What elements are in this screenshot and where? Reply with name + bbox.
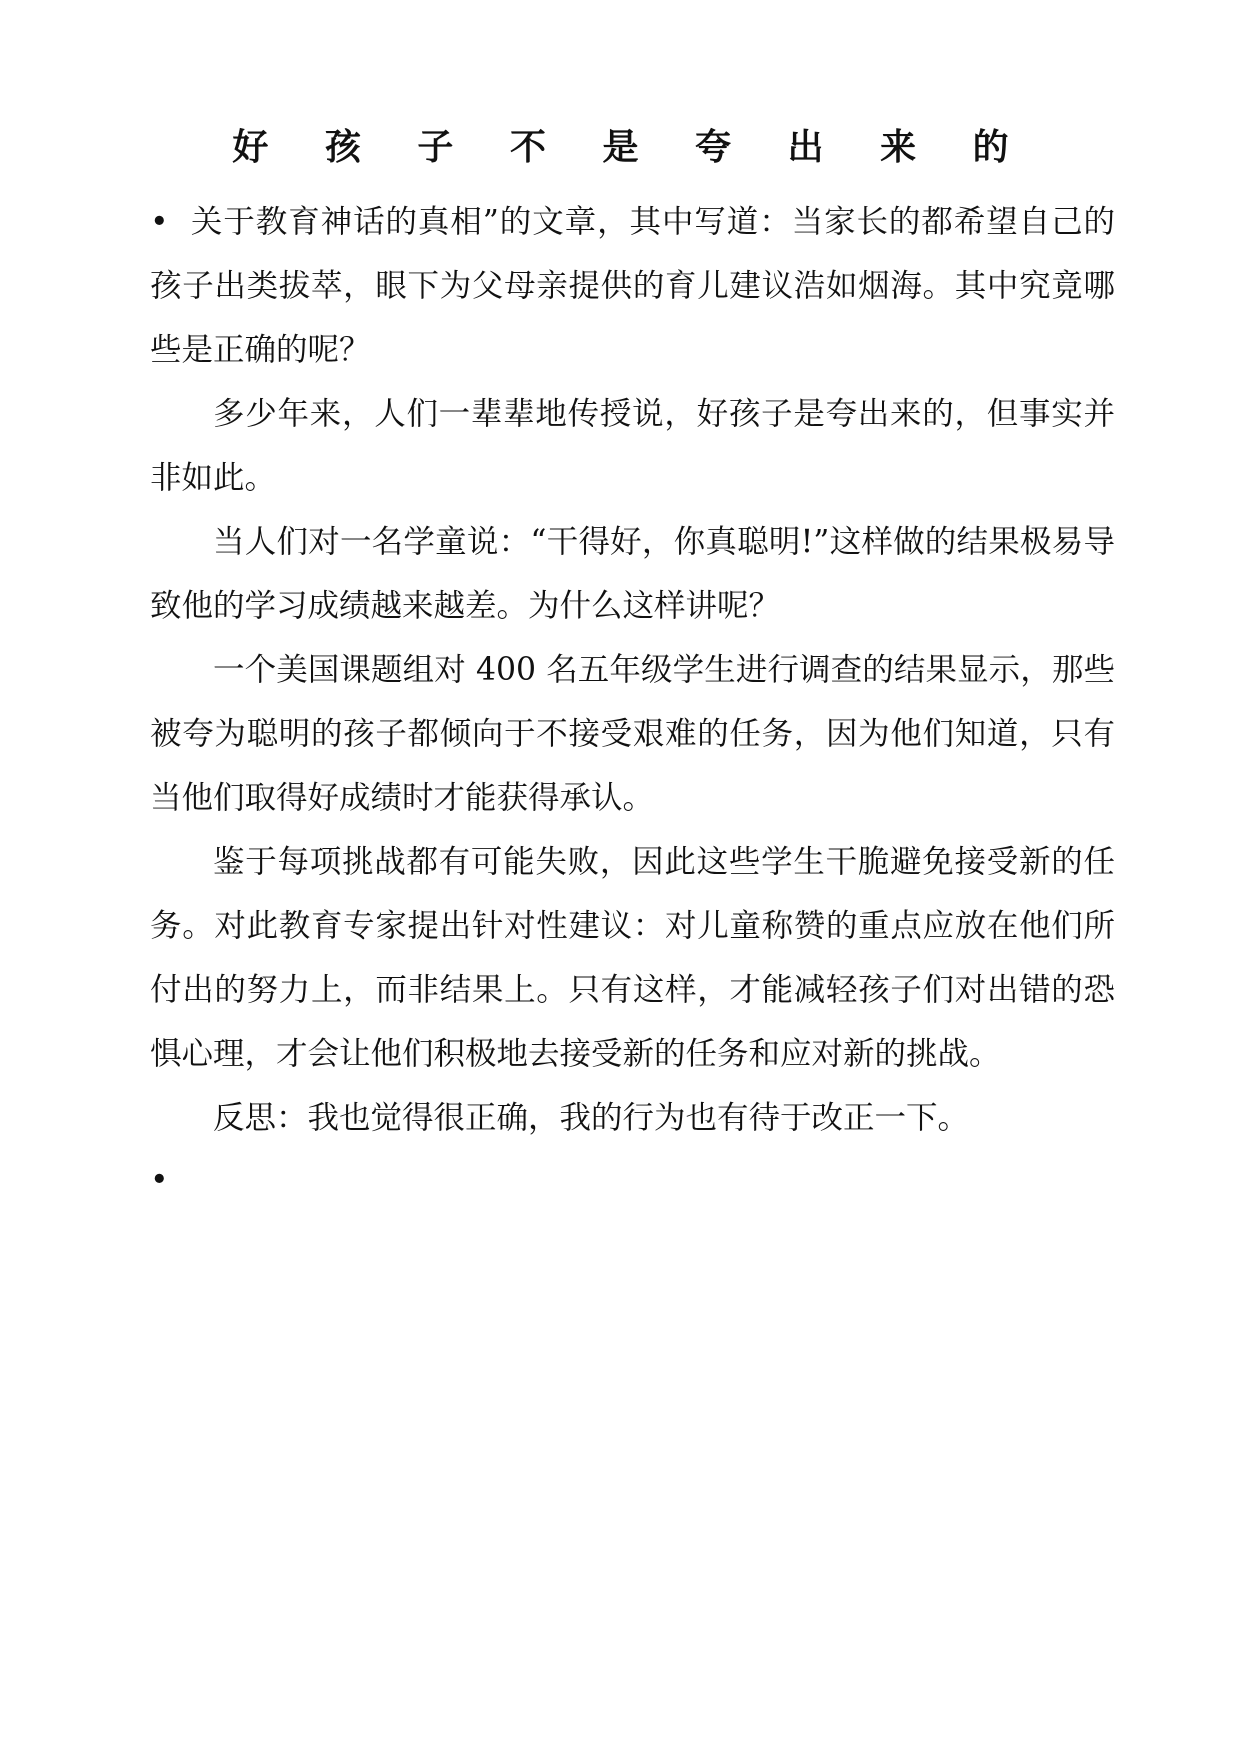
paragraph-reflection: 反思：我也觉得很正确，我的行为也有待于改正一下。 bbox=[213, 1100, 970, 1136]
paragraph-2: 多少年来，人们一辈辈地传授说，好孩子是夸出来的，但事实并非如此。 bbox=[150, 396, 1115, 496]
paragraph-text: 关于教育神话的真相”的文章，其中写道：当家长的都希望自己的孩子出类拔萃，眼下为父母亲提供的育儿建议浩如烟海。其中究竟哪些是正确的呢？ bbox=[150, 204, 1115, 368]
document-title: 好 孩 子 不 是 夸 出 来 的 bbox=[232, 127, 1031, 168]
trailing-bullet-icon: • bbox=[150, 1162, 169, 1198]
document-body bbox=[150, 190, 1115, 1150]
bullet-icon: • bbox=[150, 204, 169, 240]
paragraph-5: 鉴于每项挑战都有可能失败，因此这些学生干脆避免接受新的任务。对此教育专家提出针对性建议：对儿童称赞的重点应放在他们所付出的努力上，而非结果上。只有这样，才能减轻孩子们对出错的恐惧心理，才会让他们积极地去接受新的任务和应对新的挑战。 bbox=[150, 844, 1115, 1072]
paragraph-3: 当人们对一名学童说：“干得好，你真聪明!”这样做的结果极易导致他的学习成绩越来越差。为什么这样讲呢？ bbox=[150, 524, 1115, 624]
paragraph-intro bbox=[150, 190, 1115, 382]
paragraph-4: 一个美国课题组对 400 名五年级学生进行调查的结果显示，那些被夸为聪明的孩子都倾向于不接受艰难的任务，因为他们知道，只有当他们取得好成绩时才能获得承认。 bbox=[150, 652, 1115, 816]
